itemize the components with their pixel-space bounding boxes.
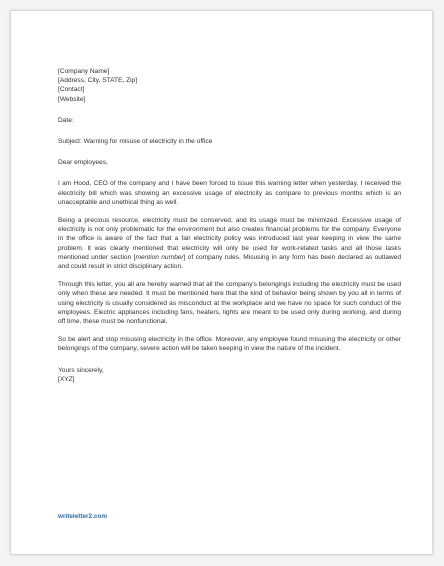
company-website: [Website] [58, 95, 86, 103]
valediction: Yours sincerely, [58, 366, 104, 374]
letter-page [10, 10, 433, 555]
signature: [XYZ] [58, 375, 75, 383]
salutation: Dear employees, [58, 159, 108, 167]
paragraph-2-start: Being a precious resource, electricity must be conserved, and its usage must be minimized. Excessive usage of electricity is not only problematic for the environment but also creates financial problems for the company. Everyone in the office is aware of the fact that a fair electricity policy was introduced last year keeping in view the same problem. It was clearly mentioned that electricity will only be used for work-related tasks and all those tasks mentioned under section [ [58, 217, 401, 261]
paragraph-3: Through this letter, you all are hereby warned that all the company's belongings including the electricity must be used only when these are needed. It must be mentioned here that the kind of behavior being shown by you all in terms of using electricity is usually considered as misconduct at the workplace and we have no space for such conduct of the employees. Electric appliances including fans, heaters, lights are meant to be used only during working, and during off time, these must be nonfunctional. [58, 281, 401, 326]
company-contact: [Contact] [58, 86, 85, 94]
paragraph-1: I am Hood, CEO of the company and I have been forced to issue this warning letter when yesterday, I received the electricity bill which was showing an excessive usage of electricity as compare to previous months which is an unacceptable and unethical thing as well. [58, 180, 401, 206]
website-link[interactable]: writeletter2.com [58, 513, 108, 520]
paragraph-2-end: ] of company rules. Misusing in any form has been declared as outlawed and could result in strict disciplinary action. [58, 253, 401, 271]
date-label: Date: [58, 116, 74, 124]
letter-body [58, 67, 401, 384]
mention-number-placeholder: mention number [135, 253, 184, 261]
sender-block [58, 67, 401, 104]
company-name: [Company Name] [58, 68, 110, 75]
paragraph-2 [58, 216, 401, 271]
subject-line: Subject: Warning for misuse of electricity in the office [58, 138, 213, 146]
paragraph-4: So be alert and stop misusing electricity in the office. Moreover, any employee found misusing the electricity or other belongings of the company, severe action will be taken keeping in view the nature of the incident. [58, 336, 401, 353]
company-address: [Address, City, STATE, Zip] [58, 77, 138, 85]
